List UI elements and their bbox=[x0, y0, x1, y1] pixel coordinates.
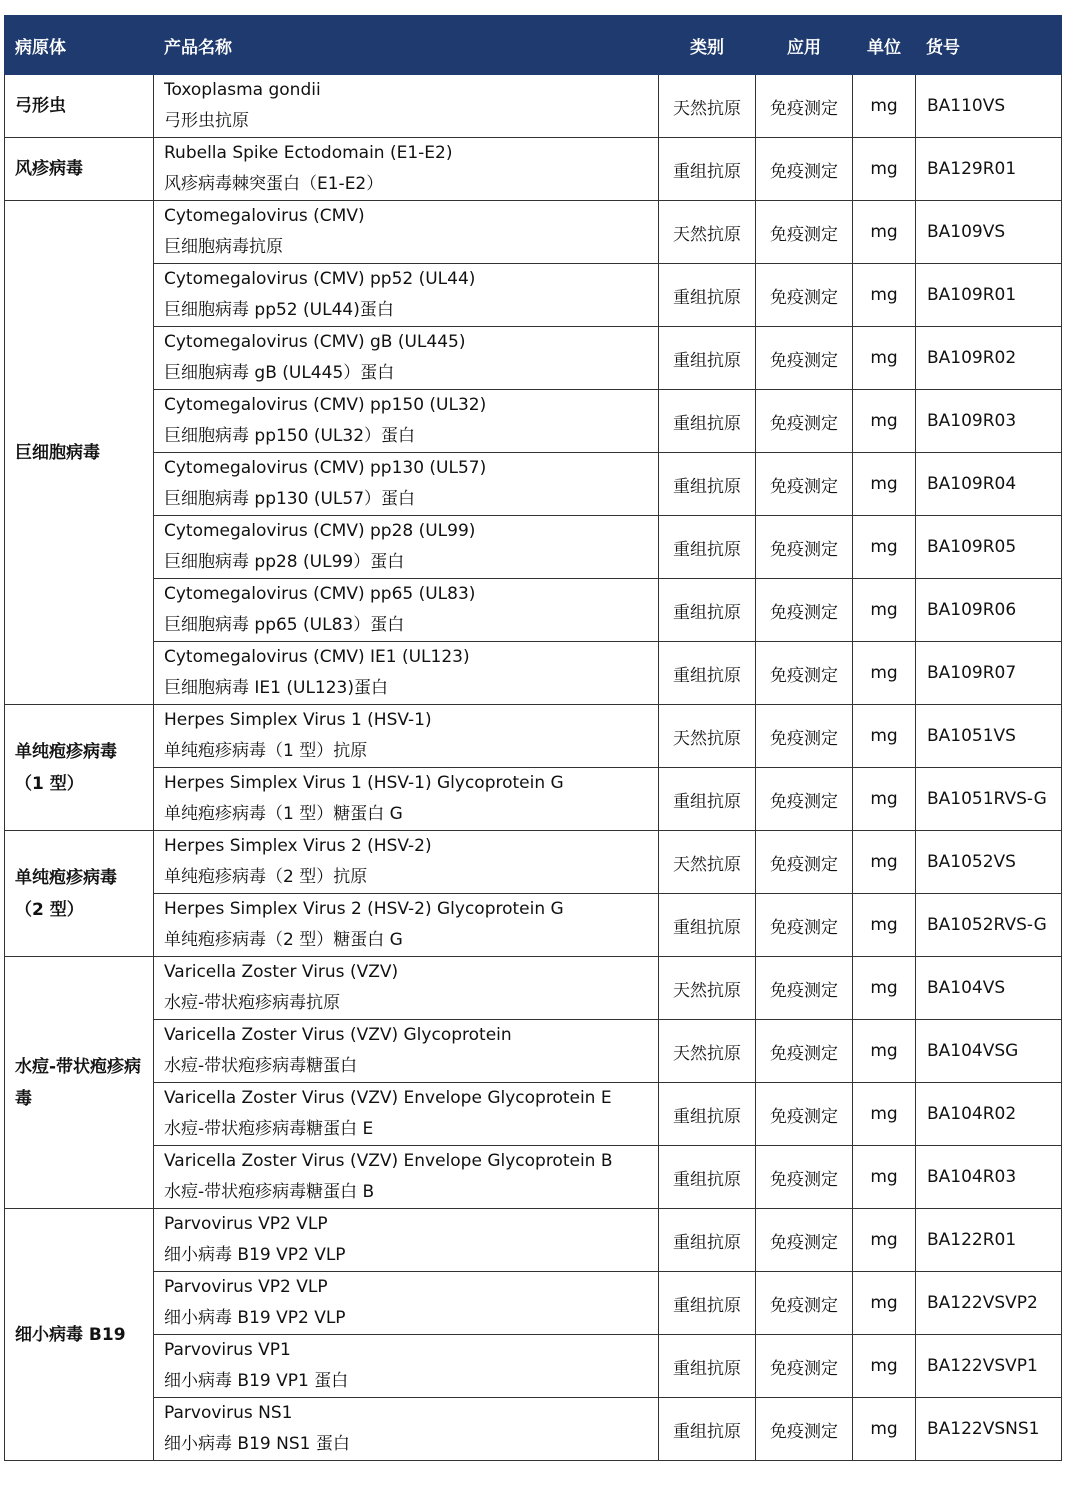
product-name-cn: 水痘-带状疱疹病毒抗原 bbox=[164, 993, 341, 1013]
category-cell: 天然抗原 bbox=[659, 1020, 756, 1083]
table-row bbox=[5, 957, 1062, 1020]
product-name-cn: 巨细胞病毒 pp52 (UL44)蛋白 bbox=[164, 300, 394, 320]
product-name-cell bbox=[154, 453, 659, 516]
application-cell: 免疫测定 bbox=[756, 1398, 853, 1461]
product-name-en: Cytomegalovirus (CMV) bbox=[164, 206, 365, 226]
product-code-cell: BA104VS bbox=[916, 957, 1062, 1020]
application-cell: 免疫测定 bbox=[756, 75, 853, 138]
category-cell: 重组抗原 bbox=[659, 327, 756, 390]
product-name-en: Cytomegalovirus (CMV) pp52 (UL44) bbox=[164, 269, 476, 289]
product-name-cell bbox=[154, 705, 659, 768]
unit-cell: mg bbox=[853, 1083, 916, 1146]
application-cell: 免疫测定 bbox=[756, 390, 853, 453]
product-name-cn: 巨细胞病毒 pp150 (UL32）蛋白 bbox=[164, 426, 416, 446]
table-row bbox=[5, 201, 1062, 264]
application-cell: 免疫测定 bbox=[756, 327, 853, 390]
product-name-en: Parvovirus VP2 VLP bbox=[164, 1277, 328, 1297]
application-cell: 免疫测定 bbox=[756, 1083, 853, 1146]
category-cell: 重组抗原 bbox=[659, 1209, 756, 1272]
application-cell: 免疫测定 bbox=[756, 894, 853, 957]
product-code-cell: BA104R03 bbox=[916, 1146, 1062, 1209]
category-cell: 天然抗原 bbox=[659, 957, 756, 1020]
header-code: 货号 bbox=[916, 16, 1062, 75]
header-product-name: 产品名称 bbox=[154, 16, 659, 75]
application-cell: 免疫测定 bbox=[756, 957, 853, 1020]
product-name-cn: 巨细胞病毒 gB (UL445）蛋白 bbox=[164, 363, 395, 383]
product-name-en: Varicella Zoster Virus (VZV) bbox=[164, 962, 399, 982]
unit-cell: mg bbox=[853, 264, 916, 327]
table-row bbox=[5, 1398, 1062, 1461]
table-row bbox=[5, 642, 1062, 705]
product-name-cell bbox=[154, 264, 659, 327]
category-cell: 重组抗原 bbox=[659, 1146, 756, 1209]
product-name-en: Cytomegalovirus (CMV) pp65 (UL83) bbox=[164, 584, 476, 604]
product-name-cn: 巨细胞病毒 pp130 (UL57）蛋白 bbox=[164, 489, 416, 509]
product-name-cn: 细小病毒 B19 VP1 蛋白 bbox=[164, 1371, 349, 1391]
product-name-en: Cytomegalovirus (CMV) pp150 (UL32) bbox=[164, 395, 487, 415]
category-cell: 重组抗原 bbox=[659, 390, 756, 453]
product-name-cn: 单纯疱疹病毒（2 型）糖蛋白 G bbox=[164, 930, 403, 950]
pathogen-cell: 巨细胞病毒 bbox=[5, 201, 154, 705]
table-row bbox=[5, 1335, 1062, 1398]
product-name-cn: 巨细胞病毒抗原 bbox=[164, 237, 283, 257]
product-name-cn: 巨细胞病毒 pp65 (UL83）蛋白 bbox=[164, 615, 405, 635]
table-row bbox=[5, 1272, 1062, 1335]
table-row bbox=[5, 516, 1062, 579]
unit-cell: mg bbox=[853, 75, 916, 138]
product-name-cn: 巨细胞病毒 pp28 (UL99）蛋白 bbox=[164, 552, 405, 572]
unit-cell: mg bbox=[853, 516, 916, 579]
application-cell: 免疫测定 bbox=[756, 831, 853, 894]
product-code-cell: BA1052VS bbox=[916, 831, 1062, 894]
product-code-cell: BA110VS bbox=[916, 75, 1062, 138]
product-code-cell: BA104R02 bbox=[916, 1083, 1062, 1146]
product-name-en: Herpes Simplex Virus 1 (HSV-1) bbox=[164, 710, 432, 730]
application-cell: 免疫测定 bbox=[756, 768, 853, 831]
category-cell: 重组抗原 bbox=[659, 579, 756, 642]
table-row bbox=[5, 705, 1062, 768]
product-name-cn: 单纯疱疹病毒（1 型）糖蛋白 G bbox=[164, 804, 403, 824]
product-name-en: Herpes Simplex Virus 2 (HSV-2) Glycoprotein G bbox=[164, 899, 564, 919]
category-cell: 重组抗原 bbox=[659, 1398, 756, 1461]
header-category: 类别 bbox=[659, 16, 756, 75]
product-name-cn: 水痘-带状疱疹病毒糖蛋白 B bbox=[164, 1182, 375, 1202]
table-row bbox=[5, 1020, 1062, 1083]
application-cell: 免疫测定 bbox=[756, 579, 853, 642]
pathogen-cell: 风疹病毒 bbox=[5, 138, 154, 201]
product-name-cn: 细小病毒 B19 NS1 蛋白 bbox=[164, 1434, 350, 1454]
product-name-cell bbox=[154, 201, 659, 264]
product-name-cell bbox=[154, 1020, 659, 1083]
product-name-en: Varicella Zoster Virus (VZV) Glycoprotein bbox=[164, 1025, 512, 1045]
product-name-cn: 细小病毒 B19 VP2 VLP bbox=[164, 1245, 346, 1265]
product-name-cell bbox=[154, 1398, 659, 1461]
product-name-en: Varicella Zoster Virus (VZV) Envelope Glycoprotein B bbox=[164, 1151, 613, 1171]
table-row bbox=[5, 75, 1062, 138]
product-name-cell bbox=[154, 138, 659, 201]
unit-cell: mg bbox=[853, 831, 916, 894]
unit-cell: mg bbox=[853, 1209, 916, 1272]
application-cell: 免疫测定 bbox=[756, 138, 853, 201]
application-cell: 免疫测定 bbox=[756, 1020, 853, 1083]
category-cell: 重组抗原 bbox=[659, 453, 756, 516]
unit-cell: mg bbox=[853, 1335, 916, 1398]
product-name-cell bbox=[154, 1146, 659, 1209]
product-code-cell: BA1052RVS-G bbox=[916, 894, 1062, 957]
table-row bbox=[5, 453, 1062, 516]
product-name-cell bbox=[154, 768, 659, 831]
product-name-cn: 风疹病毒棘突蛋白（E1-E2） bbox=[164, 174, 384, 194]
unit-cell: mg bbox=[853, 1146, 916, 1209]
table-row bbox=[5, 327, 1062, 390]
pathogen-cell: 单纯疱疹病毒（2 型） bbox=[5, 831, 154, 957]
product-name-cn: 弓形虫抗原 bbox=[164, 111, 249, 131]
table-row bbox=[5, 768, 1062, 831]
product-code-cell: BA122VSNS1 bbox=[916, 1398, 1062, 1461]
unit-cell: mg bbox=[853, 1272, 916, 1335]
product-code-cell: BA109R01 bbox=[916, 264, 1062, 327]
product-name-en: Cytomegalovirus (CMV) pp130 (UL57) bbox=[164, 458, 487, 478]
product-code-cell: BA109R06 bbox=[916, 579, 1062, 642]
product-code-cell: BA104VSG bbox=[916, 1020, 1062, 1083]
product-name-cn: 水痘-带状疱疹病毒糖蛋白 E bbox=[164, 1119, 374, 1139]
product-name-en: Herpes Simplex Virus 1 (HSV-1) Glycoprotein G bbox=[164, 773, 564, 793]
category-cell: 重组抗原 bbox=[659, 642, 756, 705]
table-row bbox=[5, 831, 1062, 894]
table-header-row bbox=[5, 16, 1062, 75]
table-row bbox=[5, 1083, 1062, 1146]
category-cell: 天然抗原 bbox=[659, 831, 756, 894]
product-name-cell bbox=[154, 390, 659, 453]
product-code-cell: BA122R01 bbox=[916, 1209, 1062, 1272]
product-code-cell: BA1051VS bbox=[916, 705, 1062, 768]
product-name-cell bbox=[154, 579, 659, 642]
product-name-cell bbox=[154, 75, 659, 138]
category-cell: 重组抗原 bbox=[659, 1335, 756, 1398]
pathogen-cell: 细小病毒 B19 bbox=[5, 1209, 154, 1461]
application-cell: 免疫测定 bbox=[756, 1146, 853, 1209]
table-row bbox=[5, 894, 1062, 957]
header-unit: 单位 bbox=[853, 16, 916, 75]
product-name-cell bbox=[154, 831, 659, 894]
category-cell: 天然抗原 bbox=[659, 201, 756, 264]
unit-cell: mg bbox=[853, 894, 916, 957]
application-cell: 免疫测定 bbox=[756, 1209, 853, 1272]
product-name-cn: 水痘-带状疱疹病毒糖蛋白 bbox=[164, 1056, 358, 1076]
product-name-en: Toxoplasma gondii bbox=[164, 80, 321, 100]
product-code-cell: BA109R02 bbox=[916, 327, 1062, 390]
pathogen-cell: 弓形虫 bbox=[5, 75, 154, 138]
table-row bbox=[5, 138, 1062, 201]
application-cell: 免疫测定 bbox=[756, 705, 853, 768]
application-cell: 免疫测定 bbox=[756, 516, 853, 579]
product-name-cell bbox=[154, 894, 659, 957]
table-body bbox=[5, 75, 1062, 1461]
category-cell: 重组抗原 bbox=[659, 1272, 756, 1335]
product-table bbox=[4, 15, 1062, 1461]
product-name-cell bbox=[154, 1272, 659, 1335]
product-name-cell bbox=[154, 957, 659, 1020]
application-cell: 免疫测定 bbox=[756, 264, 853, 327]
product-name-en: Parvovirus VP1 bbox=[164, 1340, 291, 1360]
application-cell: 免疫测定 bbox=[756, 201, 853, 264]
application-cell: 免疫测定 bbox=[756, 642, 853, 705]
product-name-cell bbox=[154, 642, 659, 705]
pathogen-cell: 水痘-带状疱疹病毒 bbox=[5, 957, 154, 1209]
category-cell: 天然抗原 bbox=[659, 75, 756, 138]
unit-cell: mg bbox=[853, 138, 916, 201]
header-application: 应用 bbox=[756, 16, 853, 75]
product-code-cell: BA122VSVP1 bbox=[916, 1335, 1062, 1398]
unit-cell: mg bbox=[853, 705, 916, 768]
table-row bbox=[5, 579, 1062, 642]
product-code-cell: BA1051RVS-G bbox=[916, 768, 1062, 831]
category-cell: 重组抗原 bbox=[659, 516, 756, 579]
product-name-cell bbox=[154, 327, 659, 390]
category-cell: 重组抗原 bbox=[659, 264, 756, 327]
pathogen-cell: 单纯疱疹病毒（1 型） bbox=[5, 705, 154, 831]
category-cell: 天然抗原 bbox=[659, 705, 756, 768]
product-code-cell: BA109VS bbox=[916, 201, 1062, 264]
table-row bbox=[5, 390, 1062, 453]
header-pathogen: 病原体 bbox=[5, 16, 154, 75]
product-name-en: Parvovirus NS1 bbox=[164, 1403, 293, 1423]
product-name-cn: 单纯疱疹病毒（1 型）抗原 bbox=[164, 741, 368, 761]
category-cell: 重组抗原 bbox=[659, 894, 756, 957]
table-row bbox=[5, 1209, 1062, 1272]
application-cell: 免疫测定 bbox=[756, 1272, 853, 1335]
table-row bbox=[5, 264, 1062, 327]
unit-cell: mg bbox=[853, 201, 916, 264]
product-name-cell bbox=[154, 1209, 659, 1272]
product-name-cn: 细小病毒 B19 VP2 VLP bbox=[164, 1308, 346, 1328]
product-name-cell bbox=[154, 516, 659, 579]
unit-cell: mg bbox=[853, 579, 916, 642]
unit-cell: mg bbox=[853, 642, 916, 705]
product-name-cn: 单纯疱疹病毒（2 型）抗原 bbox=[164, 867, 368, 887]
category-cell: 重组抗原 bbox=[659, 768, 756, 831]
product-name-en: Cytomegalovirus (CMV) gB (UL445) bbox=[164, 332, 466, 352]
unit-cell: mg bbox=[853, 390, 916, 453]
product-name-en: Cytomegalovirus (CMV) IE1 (UL123) bbox=[164, 647, 470, 667]
unit-cell: mg bbox=[853, 327, 916, 390]
product-code-cell: BA109R03 bbox=[916, 390, 1062, 453]
product-name-en: Herpes Simplex Virus 2 (HSV-2) bbox=[164, 836, 432, 856]
product-name-en: Parvovirus VP2 VLP bbox=[164, 1214, 328, 1234]
product-name-cell bbox=[154, 1083, 659, 1146]
unit-cell: mg bbox=[853, 453, 916, 516]
product-code-cell: BA129R01 bbox=[916, 138, 1062, 201]
product-code-cell: BA109R04 bbox=[916, 453, 1062, 516]
product-name-cn: 巨细胞病毒 IE1 (UL123)蛋白 bbox=[164, 678, 389, 698]
unit-cell: mg bbox=[853, 957, 916, 1020]
product-name-en: Rubella Spike Ectodomain (E1-E2) bbox=[164, 143, 453, 163]
product-name-en: Cytomegalovirus (CMV) pp28 (UL99) bbox=[164, 521, 476, 541]
application-cell: 免疫测定 bbox=[756, 1335, 853, 1398]
product-code-cell: BA109R05 bbox=[916, 516, 1062, 579]
product-name-cell bbox=[154, 1335, 659, 1398]
application-cell: 免疫测定 bbox=[756, 453, 853, 516]
table-row bbox=[5, 1146, 1062, 1209]
unit-cell: mg bbox=[853, 768, 916, 831]
product-code-cell: BA109R07 bbox=[916, 642, 1062, 705]
category-cell: 重组抗原 bbox=[659, 138, 756, 201]
product-code-cell: BA122VSVP2 bbox=[916, 1272, 1062, 1335]
unit-cell: mg bbox=[853, 1398, 916, 1461]
category-cell: 重组抗原 bbox=[659, 1083, 756, 1146]
unit-cell: mg bbox=[853, 1020, 916, 1083]
product-name-en: Varicella Zoster Virus (VZV) Envelope Glycoprotein E bbox=[164, 1088, 612, 1108]
